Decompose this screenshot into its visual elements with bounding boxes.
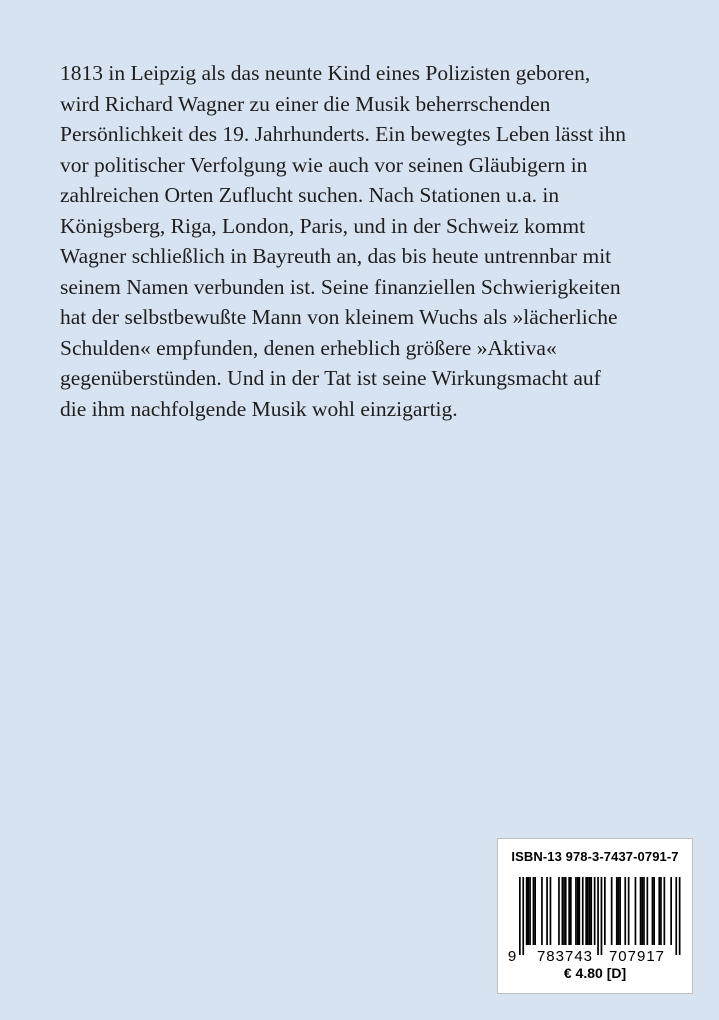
barcode-bar: [604, 877, 606, 945]
barcode-bar: [526, 877, 528, 945]
barcode-bar: [585, 877, 587, 945]
barcode-bar: [619, 877, 621, 945]
barcode-bar: [594, 877, 596, 945]
barcode-bar: [597, 877, 599, 955]
barcode-bar: [635, 877, 637, 945]
blurb-line: Wagner schließlich in Bayreuth an, das bis heute untrennbar mit: [60, 244, 612, 268]
blurb-line: Persönlichkeit des 19. Jahrhunderts. Ein bewegtes Leben lässt ihn: [60, 122, 627, 146]
blurb-line: vor politischer Verfolgung wie auch vor seinen Gläubigern in: [60, 152, 588, 177]
barcode-bar: [653, 877, 655, 945]
barcode-bar: [533, 877, 535, 945]
barcode-bar: [641, 877, 643, 945]
barcode-digits-left: 783743: [536, 948, 594, 963]
barcode-bar: [558, 877, 560, 945]
barcode-bar: [658, 877, 660, 945]
blurb-line: Schulden« empfunden, denen erheblich größere »Aktiva«: [60, 335, 557, 360]
barcode-bar: [675, 877, 677, 955]
barcode-bar: [565, 877, 567, 945]
barcode-digits-right: 707917: [608, 948, 666, 963]
barcode-bar: [570, 877, 572, 945]
barcode-bar: [563, 877, 565, 945]
barcode-bars: [519, 877, 681, 955]
barcode-bar: [577, 877, 579, 945]
barcode-bar: [589, 877, 591, 945]
barcode-bar: [590, 877, 592, 945]
barcode-bar: [546, 877, 548, 945]
price-label: € 4.80 [D]: [563, 965, 627, 981]
barcode: [506, 875, 686, 963]
blurb-line: zahlreichen Orten Zuflucht suchen. Nach Stationen u.a. in: [60, 183, 560, 207]
barcode-bar: [528, 877, 530, 945]
blurb-line: 1813 in Leipzig als das neunte Kind eines Polizisten geboren,: [60, 61, 591, 85]
blurb-line: Königsberg, Riga, London, Paris, und in der Schweiz kommt: [60, 213, 586, 238]
barcode-bar: [664, 877, 666, 945]
barcode-bar: [541, 877, 543, 945]
isbn-label: ISBN-13 978-3-7437-0791-7: [511, 849, 679, 864]
blurb-line: hat der selbstbewußte Mann von kleinem Wuchs als »lächerliche: [60, 305, 618, 329]
barcode-bar: [640, 877, 642, 945]
barcode-bar: [519, 877, 521, 955]
back-cover-blurb: [60, 58, 700, 424]
blurb-line: die ihm nachfolgende Musik wohl einzigartig.: [60, 396, 458, 421]
barcode-bar: [670, 877, 672, 945]
barcode-bar: [618, 877, 620, 945]
barcode-bar: [660, 877, 662, 945]
barcode-bar: [652, 877, 654, 945]
barcode-bar: [601, 877, 603, 955]
barcode-bar: [562, 877, 564, 945]
blurb-line: wird Richard Wagner zu einer die Musik beherrschenden: [60, 91, 551, 116]
barcode-bar: [643, 877, 645, 945]
barcode-bar: [611, 877, 613, 945]
barcode-bar: [679, 877, 681, 955]
barcode-bar: [624, 877, 626, 945]
blurb-line: gegenüberstünden. Und in der Tat ist seine Wirkungsmacht auf: [60, 366, 601, 390]
barcode-digit-first: 9: [507, 948, 517, 963]
barcode-bar: [550, 877, 552, 945]
barcode-bar: [587, 877, 589, 945]
barcode-bar: [647, 877, 649, 945]
barcode-bar: [582, 877, 584, 945]
barcode-bar: [575, 877, 577, 945]
barcode-bar: [628, 877, 630, 945]
barcode-bar: [522, 877, 524, 955]
blurb-line: seinem Namen verbunden ist. Seine finanziellen Schwierigkeiten: [60, 274, 621, 299]
barcode-bar: [534, 877, 536, 945]
barcode-bar: [579, 877, 581, 945]
isbn-barcode-box: [497, 838, 693, 994]
barcode-bar: [529, 877, 531, 945]
barcode-bar: [616, 877, 618, 945]
barcode-bar: [568, 877, 570, 945]
